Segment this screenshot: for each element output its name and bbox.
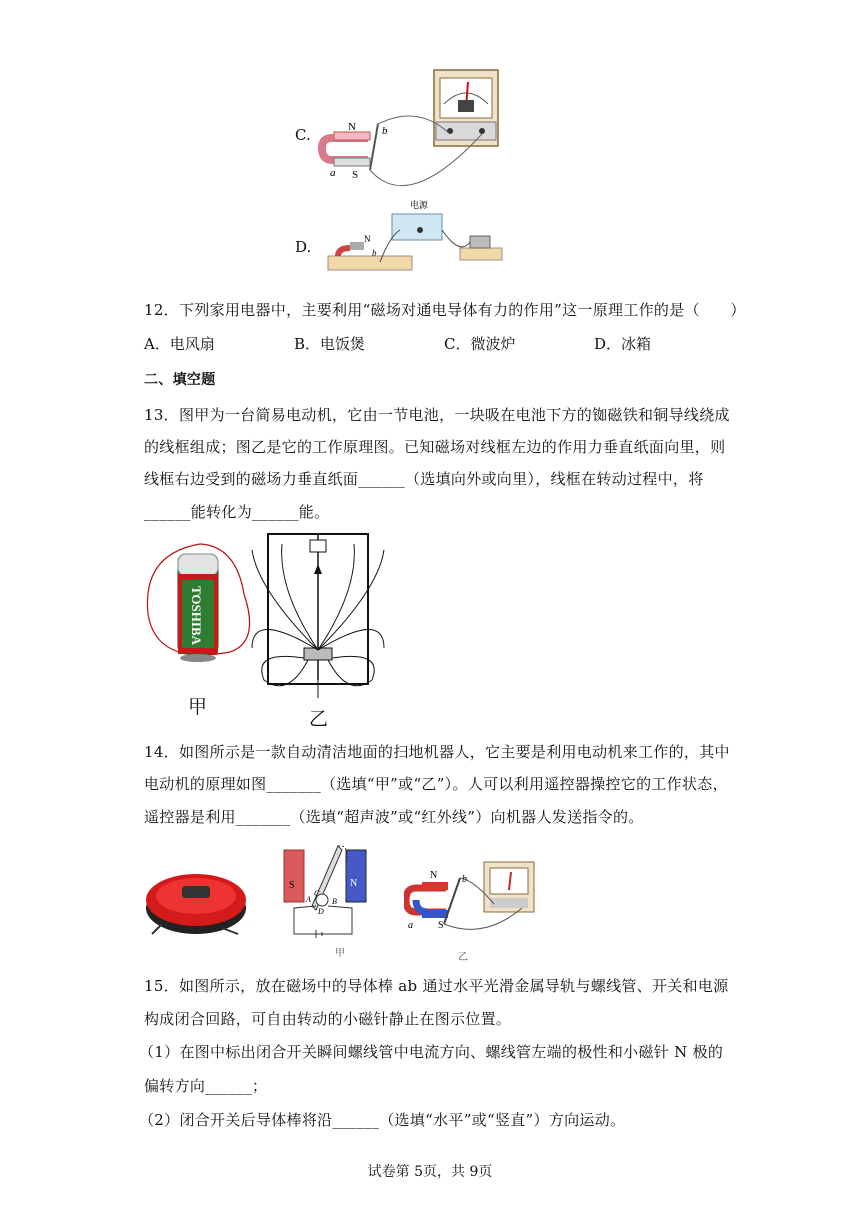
fig14-caption-jia: 甲 — [335, 948, 345, 959]
q14-line-2: 电动机的原理如图_______（选填“甲”或“乙”）。人可以利用遥控器操控它的工作状态， — [144, 775, 728, 793]
fig14-d: D — [318, 907, 324, 916]
fig14-n: N — [350, 878, 358, 889]
q13-line-2: 的线框组成；图乙是它的工作原理图。已知磁场对线框左边的作用力垂直纸面向里，则 — [144, 438, 726, 456]
fig14-s: S — [289, 880, 295, 891]
fig-c-s: S — [352, 169, 359, 181]
q14-line-3: 遥控器是利用_______（选填“超声波”或“红外线”）向机器人发送指令的。 — [144, 808, 644, 826]
page-footer: 试卷第 5页，共 9页 — [367, 1164, 493, 1180]
fig14-c: C — [314, 889, 320, 898]
battery-brand-text: TOSHIBA — [189, 586, 204, 646]
figure-14-galvanometer-yi — [404, 860, 540, 944]
q12-option-b: B．电饭煲 — [294, 335, 366, 353]
figure-13-battery-motor — [140, 534, 260, 672]
q15-line-3: （1）在图中标出闭合开关瞬间螺线管中电流方向、螺线管左端的极性和小磁针 N 极的 — [139, 1043, 724, 1061]
q15-line-1: 15．如图所示，放在磁场中的导体棒 ab 通过水平光滑金属导轨与螺线管、开关和电源 — [144, 977, 729, 995]
fig14-a: A — [306, 895, 311, 904]
fig14-s2: S — [438, 920, 444, 931]
q13-line-4: ______能转化为______能。 — [144, 503, 330, 521]
section-heading: 二、填空题 — [144, 372, 216, 388]
option-d-label: D. — [295, 238, 312, 256]
robot-vacuum-image — [142, 862, 252, 942]
fig-d-n: N — [364, 234, 371, 244]
fig14-caption-yi: 乙 — [458, 952, 468, 963]
q15-line-2: 构成闭合回路，可自由转动的小磁针静止在图示位置。 — [144, 1010, 512, 1028]
figure-14-motor-jia — [276, 836, 376, 940]
q13-line-1: 13．图甲为一台简易电动机，它由一节电池，一块吸在电池下方的铷磁铁和铜导线绕成 — [144, 406, 730, 424]
q15-line-4: 偏转方向______； — [144, 1077, 268, 1095]
fig13-caption-yi: 乙 — [309, 708, 329, 730]
fig14-n2: N — [430, 870, 438, 881]
fig13-caption-jia: 甲 — [188, 696, 208, 718]
q15-line-5: （2）闭合开关后导体棒将沿______（选填“水平”或“竖直”）方向运动。 — [139, 1111, 626, 1129]
fig-c-b: b — [382, 125, 388, 137]
fig-d-power: 电源 — [410, 200, 429, 210]
fig-d-b: b — [372, 248, 377, 258]
fig14-a2: a — [408, 920, 413, 931]
fig14-b: B — [332, 897, 337, 906]
option-c-label: C. — [295, 126, 311, 144]
q13-line-3: 线框右边受到的磁场力垂直纸面______（选填向外或向里），线框在转动过程中，将 — [144, 470, 704, 488]
q12-option-c: C．微波炉 — [444, 335, 516, 353]
figure-c-galvanometer-circuit — [318, 64, 518, 200]
figure-13-field-diagram — [248, 530, 388, 700]
fig14-b2: b — [462, 874, 467, 885]
fig-c-n: N — [348, 121, 356, 133]
q12-option-a: A．电风扇 — [144, 335, 215, 353]
fig-c-a: a — [330, 167, 336, 179]
q12-option-d: D．冰箱 — [594, 335, 652, 353]
figure-d-power-circuit — [320, 196, 510, 278]
q12-stem: 12．下列家用电器中，主要利用“磁场对通电导体有力的作用”这一原理工作的是（ ） — [144, 301, 746, 319]
q14-line-1: 14．如图所示是一款自动清洁地面的扫地机器人，它主要是利用电动机来工作的，其中 — [144, 743, 730, 761]
